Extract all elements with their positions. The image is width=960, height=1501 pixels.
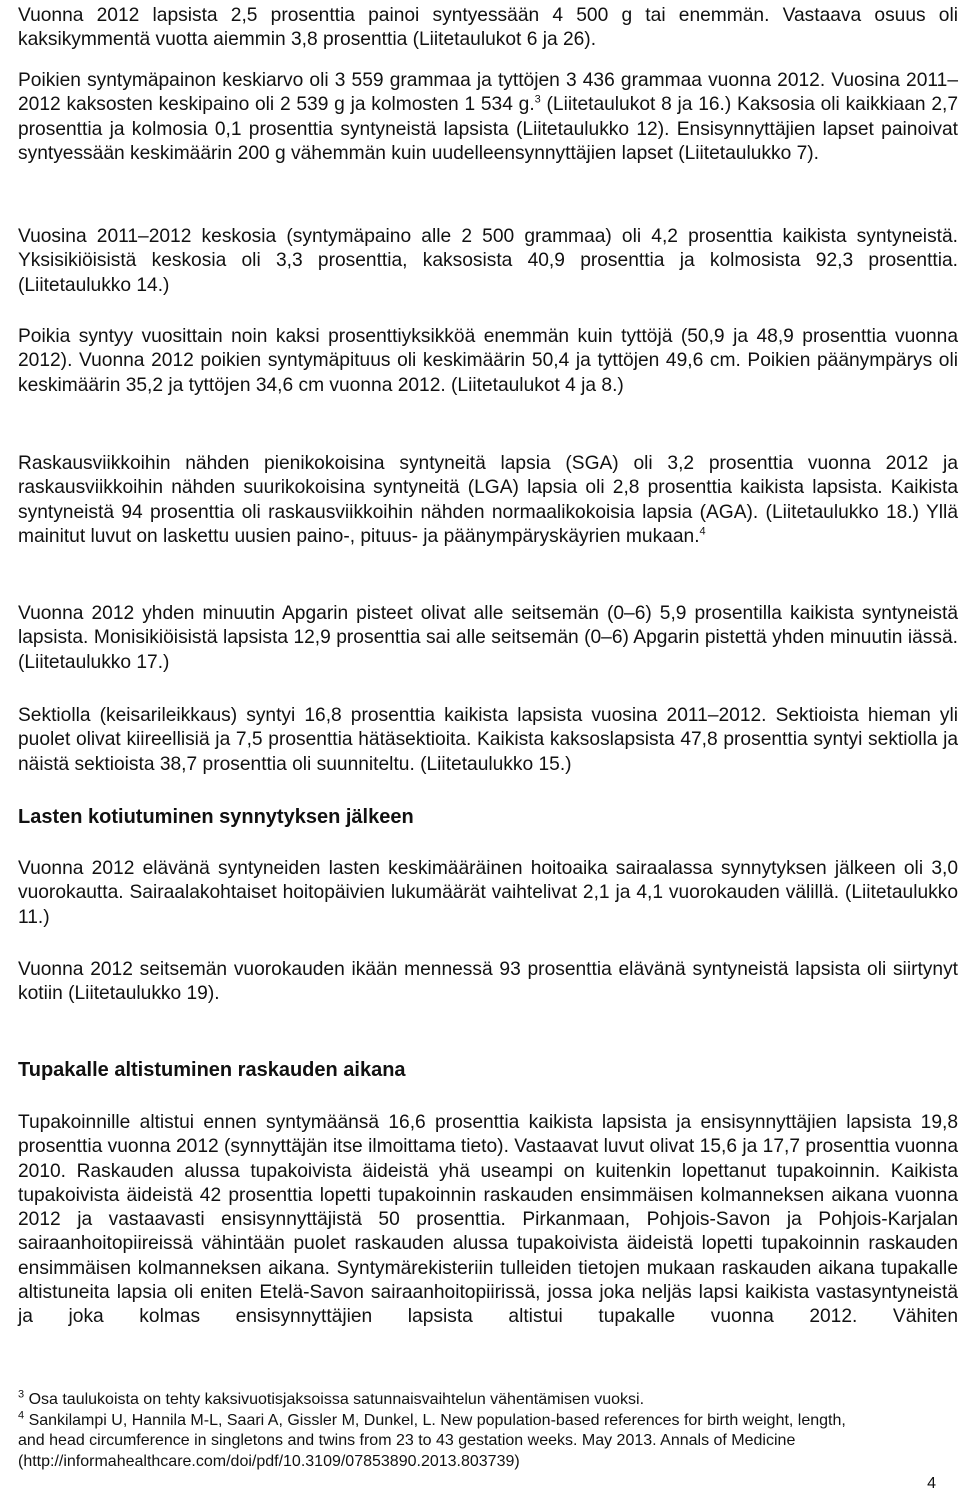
paragraph-smoking xyxy=(18,1111,958,1330)
paragraph-text-part2: (Liitetaulukot 8 ja 16.) Kaksosia oli kaikkiaan 2,7 prosenttia ja kolmosia 0,1 prosenttia syntyneistä lapsista (Liitetaulukko 12). Ensisynnyttäjien lapset painoivat syntyessään keskimäärin 200 g vähemmän kuin uudelleensynnyttäjien lapset (Liitetaulukko 7). xyxy=(18,94,958,164)
paragraph-premature xyxy=(18,225,958,298)
section-heading-smoking xyxy=(18,1058,958,1082)
paragraph-boys-girls xyxy=(18,325,958,398)
paragraph-text: Sektiolla (keisarileikkaus) syntyi 16,8 prosenttia kaikista lapsista vuosina 2011–2012. Sektioista hieman yli puolet olivat kiireellisiä ja 7,5 prosenttia hätäsektioita. Kaikista kaksoslapsista 47,8 prosenttia syntyi sektiolla ja näistä sektioista 38,7 prosenttia oli suunniteltu. (Liitetaulukko 15.) xyxy=(18,705,958,775)
paragraph-text: Vuonna 2012 lapsista 2,5 prosenttia painoi syntyessään 4 500 g tai enemmän. Vastaava osuus oli kaksikymmentä vuotta aiemmin 3,8 prosenttia (Liitetaulukot 6 ja 26). xyxy=(18,5,958,51)
footnote-3 xyxy=(18,1390,958,1411)
footnote-4-line2: and head circumference in singletons and twins from 23 to 43 gestation weeks. May 2013. Annals of Medicine xyxy=(18,1432,796,1449)
paragraph-text: Poikia syntyy vuosittain noin kaksi prosenttiyksikköä enemmän kuin tyttöjä (50,9 ja 48,9 prosenttia vuonna 2012). Vuonna 2012 poikien syntymäpituus oli keskimäärin 50,4 ja tyttöjen 49,6 cm. Poikien päänympärys oli keskimäärin 35,2 ja tyttöjen 34,6 cm vuonna 2012. (Liitetaulukot 4 ja 8.) xyxy=(18,326,958,396)
paragraph-large-babies xyxy=(18,4,958,53)
paragraph-home-transfer xyxy=(18,958,958,1007)
paragraph-sga-lga xyxy=(18,452,958,549)
footnote-ref-3[interactable]: 3 xyxy=(534,93,541,106)
paragraph-cesarean xyxy=(18,704,958,777)
section-heading-discharge xyxy=(18,805,958,829)
paragraph-birth-weights xyxy=(18,69,958,166)
section-heading: Tupakalle altistuminen raskauden aikana xyxy=(18,1059,406,1081)
paragraph-text-part1: Poikien syntymäpainon keskiarvo oli 3 559 grammaa ja tyttöjen 3 436 grammaa vuonna 2012. Vuosina 2011–2012 kaksosten keskipaino oli 2 539 g ja kolmosten 1 534 g. xyxy=(18,70,958,116)
paragraph-apgar xyxy=(18,602,958,675)
footnote-number: 3 xyxy=(18,1388,25,1401)
footnote-4 xyxy=(18,1411,958,1432)
paragraph-text: Vuonna 2012 yhden minuutin Apgarin pisteet olivat alle seitsemän (0–6) 5,9 prosentilla kaikista syntyneistä lapsista. Monisikiöisistä lapsista 12,9 prosenttia sai alle seitsemän (0–6) Apgarin pistettä yhden minuutin iässä. (Liitetaulukko 17.) xyxy=(18,603,958,673)
document-page xyxy=(18,0,958,1501)
paragraph-text: Vuosina 2011–2012 keskosia (syntymäpaino alle 2 500 grammaa) oli 4,2 prosenttia kaikista syntyneistä. Yksisikiöisistä keskosia oli 3,3 prosenttia, kaksosista 40,9 prosenttia ja kolmosista 92,3 prosenttia. (Liitetaulukko 14.) xyxy=(18,226,958,296)
paragraph-text: Vuonna 2012 elävänä syntyneiden lasten keskimääräinen hoitoaika sairaalassa synnytyksen jälkeen oli 3,0 vuorokautta. Sairaalakohtaiset hoitopäivien lukumäärät vaihtelivat 2,1 ja 4,1 vuorokauden välillä. (Liitetaulukko 11.) xyxy=(18,858,958,928)
paragraph-text xyxy=(18,69,958,166)
footnote-text: Osa taulukoista on tehty kaksivuotisjaksoissa satunnaisvaihtelun vähentämisen vuoksi. xyxy=(24,1391,645,1408)
paragraph-text: Tupakoinnille altistui ennen syntymäänsä 16,6 prosenttia kaikista lapsista ja ensisynnyttäjien lapsista 19,8 prosenttia vuonna 2012 (synnyttäjän itse ilmoittama tieto). Vastaavat luvut olivat 15,6 ja 17,7 prosenttia vuonna 2010. Raskauden alussa tupakoivista äideistä yhä useampi on kuitenkin lopettanut tupakoinnin. Kaikista tupakoivista äideistä 42 prosenttia lopetti tupakoinnin raskauden ensimmäisen kolmanneksen aikana vuonna 2012 ja vastaavasti ensisynnyttäjistä 50 prosenttia. Pirkanmaan, Pohjois-Savon ja Pohjois-Karjalan sairaanhoitopiireissä vähintään puolet raskauden alussa tupakoivista äideistä lopetti tupakoinnin raskauden ensimmäisen kolmanneksen aikana. Syntymärekisteriin tulleiden tietojen mukaan raskauden aikana tupakalle altistuneita lapsia oli eniten Etelä-Savon sairaanhoitopiirissä, jossa joka neljäs lapsi kaikista vastasyntyneistä ja joka kolmas ensisynnyttäjien lapsista altistui tupakalle vuonna 2012. Vähiten xyxy=(18,1112,958,1328)
paragraph-hospital-stay xyxy=(18,857,958,930)
footnote-text: Sankilampi U, Hannila M-L, Saari A, Gissler M, Dunkel, L. New population-based references for birth weight, length, xyxy=(24,1411,846,1429)
section-heading: Lasten kotiutuminen synnytyksen jälkeen xyxy=(18,806,414,828)
footnote-4-link[interactable]: (http://informahealthcare.com/doi/pdf/10.3109/07853890.2013.803739) xyxy=(18,1452,520,1470)
footnotes xyxy=(18,1390,958,1472)
paragraph-text-part1: Raskausviikkoihin nähden pienikokoisina syntyneitä lapsia (SGA) oli 3,2 prosenttia vuonna 2012 ja raskausviikkoihin nähden suurikokoisina syntyneitä (LGA) lapsia oli 2,8 prosenttia kaikista lapsista. Kaikista syntyneistä 94 prosenttia oli raskausviikkoihin nähden normaalikokoisia lapsia (AGA). (Liitetaulukko 18.) Yllä mainitut luvut on laskettu uusien paino-, pituus- ja päänympäryskäyrien mukaan. xyxy=(18,453,958,547)
paragraph-text xyxy=(18,452,958,549)
footnote-ref-4[interactable]: 4 xyxy=(699,525,706,538)
page-number: 4 xyxy=(927,1475,936,1492)
footnote-number: 4 xyxy=(18,1409,25,1422)
paragraph-text: Vuonna 2012 seitsemän vuorokauden ikään mennessä 93 prosenttia elävänä syntyneistä lapsista oli siirtynyt kotiin (Liitetaulukko 19). xyxy=(18,959,958,1005)
